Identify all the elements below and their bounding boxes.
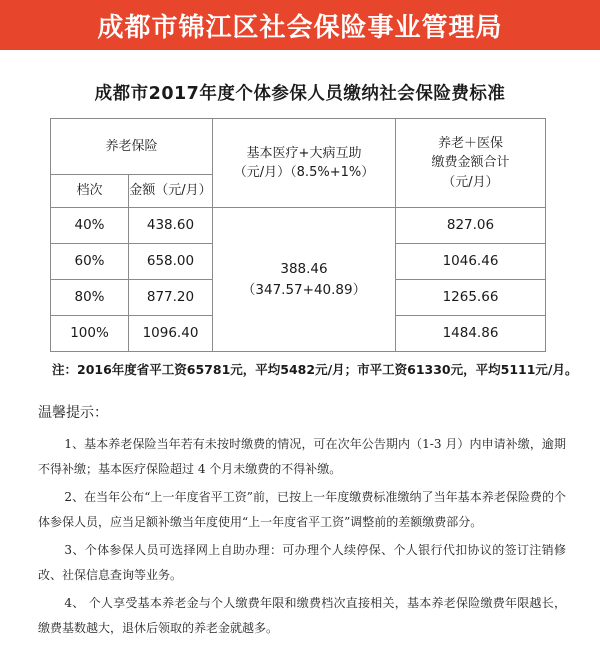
- medical-header: [213, 119, 396, 208]
- total-cell: 1046.46: [396, 244, 546, 280]
- total-cell: 1265.66: [396, 280, 546, 316]
- pension-header: 养老保险: [51, 119, 213, 175]
- tips-list: [38, 432, 566, 644]
- amount-header: 金额（元/月）: [129, 175, 213, 208]
- wage-note: 注：2016年度省平工资65781元，平均5482元/月；市平工资61330元，平均5111元/月。: [52, 362, 578, 377]
- tip-item: 1、基本养老保险当年若有未按时缴费的情况，可在次年公告期内（1-3 月）内申请补缴，逾期不得补缴；基本医疗保险超过 4 个月未缴费的不得补缴。: [38, 437, 566, 476]
- tips-heading: 温馨提示：: [38, 405, 108, 421]
- total-header: [396, 119, 546, 208]
- grade-cell: 60%: [51, 244, 129, 280]
- medical-breakdown: （347.57+40.89）: [241, 281, 367, 298]
- tip-item: 4、 个人享受基本养老金与个人缴费年限和缴费档次直接相关，基本养老保险缴费年限越长，缴费基数越大，退休后领取的养老金就越多。: [38, 596, 566, 635]
- total-header-line2: 缴费金额合计: [431, 155, 510, 171]
- medical-value-cell: [213, 208, 396, 352]
- table-row: [51, 208, 546, 244]
- total-cell: 1484.86: [396, 316, 546, 352]
- tip-item: 2、在当年公布“上一年度省平工资”前，已按上一年度缴费标准缴纳了当年基本养老保险费的个体参保人员，应当足额补缴当年度使用“上一年度省平工资”调整前的差额缴费部分。: [38, 490, 566, 529]
- total-cell: 827.06: [396, 208, 546, 244]
- grade-cell: 40%: [51, 208, 129, 244]
- medical-header-line1: 基本医疗+大病互助: [246, 145, 362, 161]
- fee-standard-table: [50, 118, 546, 352]
- tip-item: 3、个体参保人员可选择网上自助办理：可办理个人续停保、个人银行代扣协议的签订注销修改、社保信息查询等业务。: [38, 543, 566, 582]
- medical-value: 388.46: [280, 261, 328, 278]
- amount-cell: 438.60: [129, 208, 213, 244]
- grade-cell: 80%: [51, 280, 129, 316]
- document-title: 成都市2017年度个体参保人员缴纳社会保险费标准: [94, 84, 506, 104]
- total-header-line3: （元/月）: [442, 174, 499, 190]
- agency-title: 成都市锦江区社会保险事业管理局: [97, 12, 503, 43]
- header-banner: [0, 0, 600, 50]
- total-header-line1: 养老＋医保: [437, 135, 503, 151]
- amount-cell: 658.00: [129, 244, 213, 280]
- grade-header: 档次: [51, 175, 129, 208]
- amount-cell: 1096.40: [129, 316, 213, 352]
- grade-cell: 100%: [51, 316, 129, 352]
- amount-cell: 877.20: [129, 280, 213, 316]
- medical-header-line2: （元/月）（8.5%+1%）: [233, 165, 375, 180]
- table-header-row: [51, 119, 546, 175]
